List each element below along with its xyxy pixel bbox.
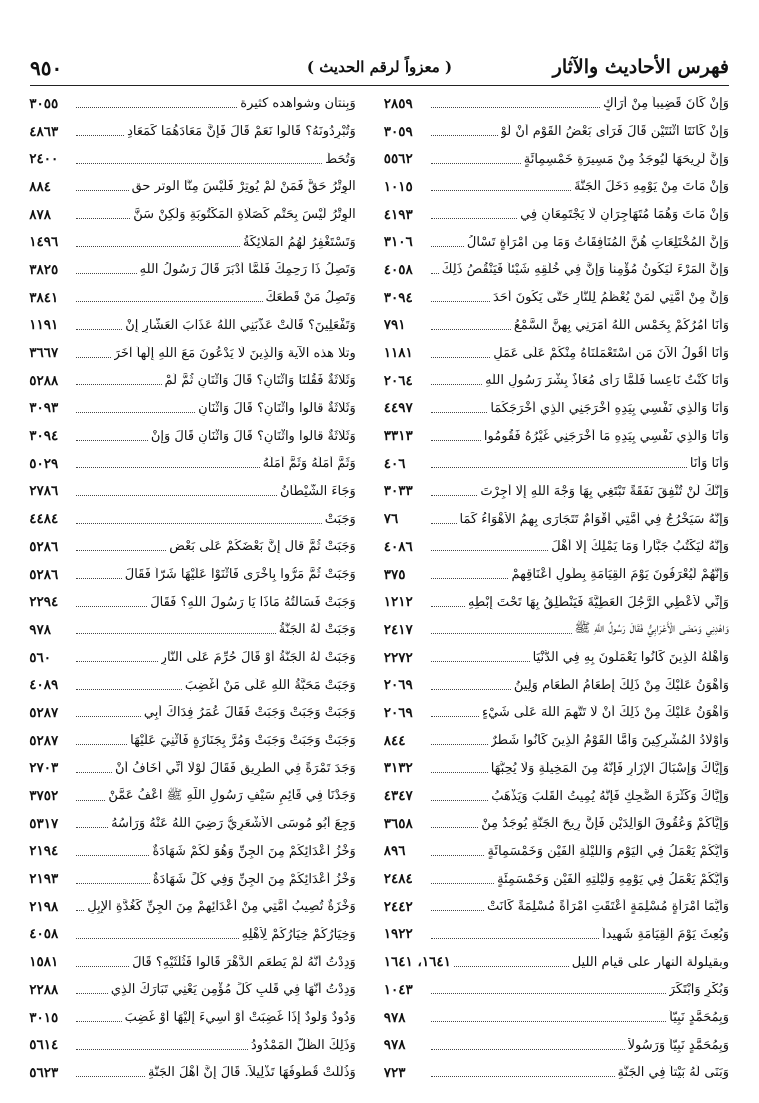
entry-text: وَثَلَاثَةٌ قالوا واثْنَانِ؟ قَالَ وَاثْنَانِ — [198, 400, 356, 416]
index-entry — [29, 395, 356, 423]
index-entry — [29, 284, 356, 312]
index-entry — [29, 921, 356, 949]
dot-leader — [76, 993, 108, 994]
index-entry — [384, 1031, 729, 1059]
dot-leader — [76, 384, 161, 385]
entry-text: وَدُودٌ وَلُودٌ إِذَا غَضِبَتْ أَوْ أُسِيءَ إِلَيْهَا أَوْ غَضِبَ — [124, 1010, 356, 1026]
hadith-number: ٣١٣٢ — [383, 760, 413, 777]
entry-text: وَدِدْتُ أَنَّهَا فِي قَلْبِ كُلِّ مُؤْمِنٍ يَعْنِي تَبَارَكَ الَّذِي — [110, 982, 356, 998]
dot-leader — [76, 744, 127, 745]
index-entry — [384, 312, 729, 340]
hadith-number: ٢٠٦٤ — [383, 372, 413, 389]
entry-text: وبقيلولة النهار على قيام الليل — [571, 954, 729, 970]
hadith-number: ٤٣٤٧ — [383, 788, 413, 805]
hadith-number: ٩٧٨ — [29, 621, 52, 638]
index-entry — [29, 90, 356, 118]
index-entry — [29, 367, 356, 395]
dot-leader — [431, 495, 478, 496]
index-entry — [384, 1004, 729, 1032]
dot-leader — [76, 716, 141, 717]
hadith-number: ٢٨٥٩ — [383, 95, 413, 112]
index-entry — [29, 256, 356, 284]
entry-text: الوِتْرُ لَيْسَ بِحَتْمٍ كَصَلَاةِ الْمَكْتُوبَةِ وَلَكِنْ سَنَّ — [133, 207, 356, 223]
entry-text: وَإِنَّهُمْ لَيُعْرَفُونَ يَوْمَ الْقِيَامَةِ بِطُولِ أَعْنَاقِهِمْ — [511, 567, 729, 583]
dot-leader — [76, 689, 182, 690]
entry-text: وَخِيَارُكُمْ خِيَارُكُمْ لِأَهْلِهِ — [241, 926, 356, 942]
entry-text: وَجَدْنَا فِي قَائِمِ سَيْفِ رَسُولِ اللَّهِ ﷺ اعْفُ عَمَّنْ — [108, 787, 356, 803]
entry-text: وَدِدْتُ أَنَّهُ لَمْ يَطْعَمِ الدَّهْرَ قَالُوا فَثُلُثَيْهِ؟ قَالَ — [132, 954, 356, 970]
entry-text: وَأَنَا وَأَنَا — [689, 456, 729, 472]
index-entry — [29, 865, 356, 893]
index-entry — [29, 644, 356, 672]
entry-text: وَتَصِلُ ذَا رَحِمِكَ فَلَمَّا أَدْبَرَ قَالَ رَسُولُ اللَّهِ — [139, 262, 356, 278]
index-entry — [29, 201, 356, 229]
index-entry — [384, 145, 729, 173]
hadith-number: ١٦٤١، ١٦٤١ — [383, 954, 451, 971]
dot-leader — [454, 966, 569, 967]
index-entry — [384, 893, 729, 921]
entry-text: وَتَصِلُ مَنْ قَطَعَكَ — [265, 290, 356, 306]
index-entry — [384, 228, 729, 256]
index-entry — [29, 727, 356, 755]
hadith-number: ٨٩٦ — [383, 843, 406, 860]
dot-leader — [76, 246, 240, 247]
hadith-number: ٤١٩٣ — [383, 206, 413, 223]
hadith-number: ٤٨٦٣ — [29, 123, 59, 140]
hadith-number: ٨٨٤ — [29, 178, 52, 195]
dot-leader — [431, 606, 465, 607]
dot-leader — [431, 938, 599, 939]
hadith-number: ١٩٢٢ — [383, 926, 413, 943]
index-entry — [29, 505, 356, 533]
dot-leader — [431, 1049, 625, 1050]
index-entry — [384, 533, 729, 561]
page-subtitle: ( معزواً لرقم الحديث ) — [306, 58, 453, 76]
hadith-number: ٣٦٥٨ — [383, 815, 413, 832]
dot-leader — [76, 440, 148, 441]
index-entry — [384, 1059, 729, 1087]
dot-leader — [76, 495, 277, 496]
hadith-number: ٤٤٩٧ — [383, 400, 413, 417]
index-entry — [29, 561, 356, 589]
index-entry — [384, 284, 729, 312]
entry-text: وَجَبَتْ لَهُ الْجَنَّةُ — [278, 622, 356, 638]
index-entry — [29, 1059, 356, 1087]
hadith-number: ٣٨٤١ — [29, 289, 59, 306]
entry-text: وَتُبْرِدُونَهُ؟ قَالُوا نَعَمْ قَالَ فَإِنَّ مَعَادَهُمَا كَمَعَادِ — [127, 124, 356, 140]
index-entry — [29, 588, 356, 616]
dot-leader — [431, 855, 485, 856]
dot-leader — [431, 689, 511, 690]
hadith-number: ١٠٤٣ — [383, 981, 413, 998]
index-entry — [29, 699, 356, 727]
index-entry — [384, 782, 729, 810]
hadith-number: ١٥٨١ — [29, 954, 59, 971]
index-entry — [384, 561, 729, 589]
entry-text: وَبَنَى لَهُ بَيْتاً فِي الْجَنَّةِ — [617, 1065, 729, 1081]
dot-leader — [76, 606, 147, 607]
dot-leader — [76, 772, 112, 773]
index-entry — [384, 810, 729, 838]
hadith-number: ٥٦١٤ — [29, 1037, 59, 1054]
index-entry — [384, 90, 729, 118]
hadith-number: ٣٦٦٧ — [29, 345, 59, 362]
dot-leader — [431, 1076, 615, 1077]
hadith-number: ٧٢٣ — [383, 1064, 406, 1081]
entry-text: وَبِمُحَمَّدٍ نَبِيّاً — [669, 1010, 729, 1026]
dot-leader — [431, 827, 478, 828]
index-entry — [384, 478, 729, 506]
entry-text: وَإِنْ مَاتَ مِنْ يَوْمِهِ دَخَلَ الْجَنَّةَ — [574, 179, 729, 195]
hadith-number: ١٢١٢ — [383, 594, 413, 611]
dot-leader — [76, 523, 321, 524]
entry-text: وَإِنَّهُ سَيَخْرُجُ فِي أُمَّتِي أَقْوَامٌ تَتَجَارَى بِهِمُ الْأَهْوَاءُ كَمَا — [459, 511, 729, 527]
dot-leader — [431, 883, 494, 884]
index-entry — [29, 422, 356, 450]
dot-leader — [76, 301, 262, 302]
entry-text: وَأَهْوَنُ عَلَيْكَ مِنْ ذَلِكَ إِطْعَامُ الطَّعَامِ وَلِينُ — [513, 677, 729, 693]
hadith-number: ٥٢٨٦ — [29, 566, 59, 583]
dot-leader — [431, 910, 484, 911]
index-entry — [384, 671, 729, 699]
index-entry — [29, 145, 356, 173]
dot-leader — [431, 440, 481, 441]
index-entry — [384, 755, 729, 783]
index-entry — [29, 1004, 356, 1032]
hadith-number: ٤٠٥٨ — [383, 261, 413, 278]
hadith-number: ٣٠٩٤ — [383, 289, 413, 306]
entry-text: وَتَسْتَغْفِرُ لَهُمُ الْمَلَائِكَةُ — [242, 234, 356, 250]
index-entry — [384, 256, 729, 284]
entry-text: وَاهْدِنِي وَمَضَى الْأَعْرَابِيُّ فَقَالَ رَسُولُ اللَّهِ ﷺ — [574, 621, 729, 637]
entry-text: وَتُحَطُّ — [325, 151, 356, 167]
page-title: فهرس الأحاديث والآثار — [552, 56, 729, 78]
dot-leader — [76, 273, 136, 274]
hadith-number: ٥٢٨٦ — [29, 538, 59, 555]
hadith-number: ٥٢٨٧ — [29, 704, 59, 721]
index-entry — [29, 948, 356, 976]
index-entry — [29, 838, 356, 866]
entry-text: وَبِنتان وشواهده كثيرة — [240, 96, 356, 112]
entry-text: وَذَلِكَ الظِّلُّ الْمَمْدُودُ — [250, 1037, 356, 1053]
hadith-number: ٨٤٤ — [383, 732, 406, 749]
dot-leader — [76, 135, 124, 136]
dot-leader — [76, 467, 259, 468]
hadith-number: ٢٠٦٩ — [383, 677, 413, 694]
page-number: ٩٥٠ — [30, 56, 63, 80]
entry-text: وَأَيُّكُمْ يَعْمَلُ فِي الْيَوْمِ وَاللَّيْلَةِ أَلْفَيْنِ وَخَمْسَمِائَةٍ — [487, 843, 729, 859]
index-entry — [29, 339, 356, 367]
hadith-number: ٩٧٨ — [383, 1037, 406, 1054]
entry-text: وَأَهْوَنُ عَلَيْكَ مِنْ ذَلِكَ أَنْ لَا تَتَّهِمَ اللَّهَ عَلَى شَيْءٍ — [481, 705, 729, 721]
hadith-number: ٣٣١٣ — [383, 428, 413, 445]
dot-leader — [431, 744, 488, 745]
dot-leader — [431, 329, 511, 330]
dot-leader — [76, 163, 322, 164]
entry-text: وَجَبَتْ وَجَبَتْ وَجَبَتْ فَقَالَ عُمَرُ فِدَاكَ أَبِي — [143, 705, 356, 721]
index-entry — [29, 976, 356, 1004]
entry-text: وَجَبَتْ فَسَأَلْتُهُ مَاذَا يَا رَسُولَ اللَّهِ؟ فَقَالَ — [150, 594, 356, 610]
dot-leader — [431, 357, 490, 358]
dot-leader — [431, 301, 490, 302]
hadith-number: ٣٠٥٩ — [383, 123, 413, 140]
hadith-number: ٣٨٢٥ — [29, 261, 59, 278]
dot-leader — [76, 329, 122, 330]
index-entry — [384, 367, 729, 395]
entry-text: وَبُعِثَ يَوْمَ الْقِيَامَةِ شَهِيداً — [602, 926, 729, 942]
index-entry — [29, 173, 356, 201]
entry-text: وَأَهْلُهُ الَّذِينَ كَانُوا يَعْمَلُونَ بِهِ فِي الدُّنْيَا — [532, 650, 729, 666]
dot-leader — [431, 993, 666, 994]
hadith-number: ٢٤٨٤ — [383, 871, 413, 888]
dot-leader — [76, 1049, 248, 1050]
dot-leader — [431, 633, 572, 634]
dot-leader — [76, 827, 108, 828]
index-entry — [29, 616, 356, 644]
left-column — [29, 90, 356, 1087]
dot-leader — [431, 107, 600, 108]
dot-leader — [76, 107, 237, 108]
dot-leader — [431, 218, 517, 219]
entry-text: وَثَمَّ أَمَلُهُ وَثَمَّ أَمَلُهُ — [262, 456, 356, 472]
entry-text: وَأَوْلَادُ الْمُشْرِكِينَ وَأَمَّا الْقَوْمُ الَّذِينَ كَانُوا شَطْرٌ — [490, 733, 729, 749]
index-entry — [29, 755, 356, 783]
entry-text: وَجَبَتْ وَجَبَتْ وَجَبَتْ وَمُرَّ بِجَنَازَةٍ فَأُثْنِيَ عَلَيْهَا — [130, 733, 356, 749]
index-entry — [29, 782, 356, 810]
dot-leader — [431, 412, 488, 413]
hadith-number: ٣٠٥٥ — [29, 95, 59, 112]
dot-leader — [76, 357, 110, 358]
entry-text: وَإِنْ كَانَتَا اثْنَتَيْنِ قَالَ فَرَأَى بَعْضُ الْقَوْمِ أَنْ لَوْ — [500, 124, 729, 140]
entry-text: وتلا هذه الآية وَالَّذِينَ لَا يَدْعُونَ مَعَ اللَّهِ إِلَهاً آخَرَ — [113, 345, 356, 361]
hadith-number: ٢١٩٨ — [29, 898, 59, 915]
hadith-number: ٢١٩٣ — [29, 871, 59, 888]
index-entry — [29, 118, 356, 146]
page-header — [30, 56, 729, 86]
hadith-number: ٢٠٦٩ — [383, 704, 413, 721]
dot-leader — [431, 190, 571, 191]
hadith-number: ٥٢٨٨ — [29, 372, 59, 389]
entry-text: وَإِنِّي لَأُعْطِي الرَّجُلَ الْعَطِيَّةَ فَيَنْطَلِقُ بِهَا تَحْتَ إِبْطِهِ — [467, 594, 729, 610]
index-entry — [29, 450, 356, 478]
dot-leader — [431, 246, 464, 247]
index-entry — [384, 699, 729, 727]
index-entry — [384, 948, 729, 976]
entry-text: وَأَنَا وَالَّذِي نَفْسِي بِيَدِهِ مَا أَخْرَجَنِي غَيْرُهُ فَقُومُوا — [483, 428, 729, 444]
entry-text: الوِتْرُ حَقٌّ فَمَنْ لَمْ يُوتِرْ فَلَيْسَ مِنَّا الوتر حق — [131, 179, 356, 195]
hadith-number: ٤٠٥٨ — [29, 926, 59, 943]
dot-leader — [76, 883, 149, 884]
dot-leader — [431, 550, 548, 551]
hadith-number: ٢٢٨٨ — [29, 981, 59, 998]
hadith-number: ٤٠٨٩ — [29, 677, 59, 694]
hadith-number: ١٠١٥ — [383, 178, 413, 195]
entry-text: وَأَنَا أَقُولُ الْآنَ مَنِ اسْتَعْمَلْنَاهُ مِنْكُمْ عَلَى عَمَلٍ — [493, 345, 729, 361]
dot-leader — [431, 163, 521, 164]
hadith-number: ٢٧٨٦ — [29, 483, 59, 500]
hadith-number: ٥٣١٧ — [29, 815, 59, 832]
index-entry — [384, 865, 729, 893]
entry-text: وَأَنَا كُنْتُ نَاعِساً فَلَمَّا رَأَى مُعَاذٌ بِشْرَ رَسُولِ اللَّهِ — [485, 373, 729, 389]
dot-leader — [431, 523, 457, 524]
dot-leader — [76, 633, 275, 634]
dot-leader — [76, 550, 166, 551]
index-entry — [29, 893, 356, 921]
index-entry — [29, 478, 356, 506]
index-columns — [30, 90, 729, 1087]
dot-leader — [76, 1076, 145, 1077]
entry-text: وَإِيَّاكَ وَكَثْرَةَ الضَّحِكِ فَإِنَّهُ يُمِيتُ الْقَلْبَ وَيَذْهَبُ — [491, 788, 729, 804]
hadith-number: ٥٠٢٩ — [29, 455, 59, 472]
dot-leader — [431, 800, 489, 801]
index-entry — [384, 201, 729, 229]
index-entry — [384, 339, 729, 367]
index-entry — [384, 727, 729, 755]
entry-text: وَبُكْرٍ وَابْتَكَرَ — [668, 982, 729, 998]
index-entry — [384, 838, 729, 866]
index-entry — [384, 616, 729, 644]
right-column — [384, 90, 729, 1087]
entry-text: وَإِنَّ الْمُخْتَلِعَاتِ هُنَّ الْمُنَافِقَاتُ وَمَا مِنِ امْرَأَةٍ تَسْأَلُ — [466, 234, 729, 250]
dot-leader — [431, 467, 687, 468]
hadith-number: ٢١٩٤ — [29, 843, 59, 860]
hadith-number: ١١٩١ — [29, 317, 59, 334]
index-entry — [384, 118, 729, 146]
entry-text: وَإِنَّ لَرِيحَهَا لَيُوجَدُ مِنْ مَسِيرَةِ خَمْسِمِائَةٍ — [523, 151, 729, 167]
hadith-number: ١١٨١ — [383, 345, 413, 362]
index-entry — [384, 644, 729, 672]
entry-text: وَجَبَتْ ثُمَّ مَرُّوا بِأُخْرَى فَأَثْنَوْا عَلَيْهَا شَرّاً فَقَالَ — [124, 567, 356, 583]
hadith-number: ٤٠٦ — [383, 455, 406, 472]
hadith-number: ٣٧٥٢ — [29, 788, 59, 805]
hadith-number: ٣٠٣٣ — [383, 483, 413, 500]
entry-text: وَإِنَّ مِنْ أُمَّتِي لَمَنْ يُعْظَمُ لِلنَّارِ حَتَّى يَكُونَ أَحَدَ — [492, 290, 729, 306]
hadith-number: ٣٧٥ — [383, 566, 406, 583]
index-entry — [384, 450, 729, 478]
hadith-number: ٧٦ — [383, 511, 399, 528]
index-entry — [384, 395, 729, 423]
hadith-number: ٥٦٢٣ — [29, 1064, 59, 1081]
hadith-number: ٥٦٠ — [29, 649, 52, 666]
dot-leader — [76, 800, 105, 801]
entry-text: وَجَبَتْ لَهُ الْجَنَّةُ أَوْ قَالَ حُرِّمَ عَلَى النَّارِ — [160, 650, 356, 666]
index-entry — [29, 533, 356, 561]
hadith-number: ٤٤٨٤ — [29, 511, 59, 528]
entry-text: وَذُلِّلَتْ قُطُوفُهَا تَذْلِيلاً. قَالَ إِنَّ أَهْلَ الْجَنَّةِ — [147, 1065, 356, 1081]
index-entry — [29, 671, 356, 699]
entry-text: وَأَنَا وَالَّذِي نَفْسِي بِيَدِهِ أَخْرَجَنِي الَّذِي أَخْرَجَكُمَا — [490, 400, 729, 416]
entry-text: وَجَبَتْ مَحَبَّةُ اللَّهِ عَلَى مَنْ أُغْضِبَ — [184, 677, 356, 693]
dot-leader — [76, 910, 84, 911]
entry-text: وَأَنَا آمُرُكُمْ بِخَمْسٍ اللَّهُ أَمَرَنِي بِهِنَّ السَّمْعُ — [513, 317, 729, 333]
entry-text: وَبِمُحَمَّدٍ نَبِيّاً وَرَسُولاً — [627, 1037, 729, 1053]
hadith-number: ٢٧٠٣ — [29, 760, 59, 777]
index-entry — [384, 921, 729, 949]
hadith-number: ٢٢٧٢ — [383, 649, 413, 666]
entry-text: وَخْزُ أَعْدَائِكُمْ مِنَ الْجِنِّ وَفِي كُلٍّ شَهَادَةٌ — [152, 871, 356, 887]
hadith-number: ٤٠٨٦ — [383, 538, 413, 555]
index-entry — [29, 228, 356, 256]
index-entry — [384, 505, 729, 533]
entry-text: وَتَفْعَلِينَ؟ قَالَتْ عَذَّبَنِي اللَّهُ عَذَابَ الْعَشَّارِ إِنْ — [125, 317, 356, 333]
entry-text: وَجَدَ تَمْرَةً فِي الطَّرِيقِ فَقَالَ لَوْلَا أَنِّي أَخَافُ أَنْ — [114, 760, 356, 776]
dot-leader — [76, 1021, 121, 1022]
hadith-number: ٣٠١٥ — [29, 1009, 59, 1026]
index-entry — [384, 976, 729, 1004]
hadith-number: ٥٥٦٢ — [383, 151, 413, 168]
index-entry — [384, 173, 729, 201]
hadith-number: ٢٤٠٠ — [29, 151, 59, 168]
entry-text: وَإِيَّاكُمْ وَعُقُوقَ الْوَالِدَيْنِ فَإِنَّ رِيحَ الْجَنَّةِ يُوجَدُ مِنْ — [481, 816, 729, 832]
dot-leader — [431, 661, 530, 662]
dot-leader — [431, 135, 498, 136]
entry-text: وَخْزُ أَعْدَائِكُمْ مِنَ الْجِنِّ وَهُوَ لَكُمْ شَهَادَةٌ — [152, 843, 356, 859]
hadith-number: ٢٤١٧ — [383, 621, 413, 638]
index-entry — [29, 312, 356, 340]
entry-text: وَثَلَاثَةٌ قالوا واثْنَانِ؟ قَالَ وَاثْنَانِ قَالَ وَإِنْ — [150, 428, 356, 444]
dot-leader — [76, 938, 238, 939]
entry-text: وَأَيُّمَا امْرَأَةٍ مُسْلِمَةٍ أَعْتَقَتِ امْرَأَةً مُسْلِمَةً كَانَتْ — [487, 899, 729, 915]
index-entry — [384, 588, 729, 616]
dot-leader — [76, 412, 195, 413]
hadith-number: ٥٢٨٧ — [29, 732, 59, 749]
entry-text: وَثَلَاثَةٌ فَقُلْنَا وَاثْنَانِ؟ قَالَ وَاثْنَانِ ثُمَّ لَمْ — [164, 373, 356, 389]
hadith-number: ٨٧٨ — [29, 206, 52, 223]
header-rule — [30, 85, 729, 86]
index-entry — [29, 810, 356, 838]
entry-text: وَإِنَّ الْمَرْءَ لَيَكُونُ مُؤْمِناً وَإِنَّ فِي خُلُقِهِ شَيْئاً فَيَنْقُصُ ذَلِكَ — [441, 262, 729, 278]
hadith-number: ٢٢٩٤ — [29, 594, 59, 611]
index-entry — [29, 1031, 356, 1059]
dot-leader — [431, 772, 488, 773]
dot-leader — [431, 273, 439, 274]
entry-text: وَإِنْ مَاتَ وَهُمَا مُتَهَاجِرَانِ لَا يَجْتَمِعَانِ فِي — [520, 207, 729, 223]
dot-leader — [76, 190, 128, 191]
entry-text: وَإِنَّكَ لَنْ تُنْفِقَ نَفَقَةً تَبْتَغِي بِهَا وَجْهَ اللَّهِ إِلَّا أُجِرْتَ — [480, 483, 729, 499]
hadith-number: ٣٠٩٤ — [29, 428, 59, 445]
hadith-number: ١٤٩٦ — [29, 234, 59, 251]
index-entry — [384, 422, 729, 450]
dot-leader — [431, 716, 479, 717]
entry-text: وَخْزَةٌ تُصِيبُ أُمَّتِي مِنْ أَعْدَائِهِمْ مِنَ الْجِنِّ كَغُدَّةِ الإِبِلِ — [87, 899, 356, 915]
dot-leader — [431, 384, 482, 385]
hadith-number: ٣١٠٦ — [383, 234, 413, 251]
dot-leader — [76, 661, 157, 662]
hadith-number: ٢٤٤٢ — [383, 898, 413, 915]
dot-leader — [76, 966, 129, 967]
hadith-number: ٩٧٨ — [383, 1009, 406, 1026]
entry-text: وَجَبَتْ ثُمَّ قال إِنَّ بَعْضَكُمْ عَلَى بَعْضٍ — [169, 539, 356, 555]
entry-text: وَإِيَّاكَ وَإِسْبَالَ الْإِزَارِ فَإِنَّهُ مِنَ الْمَخِيلَةِ وَلَا يُحِبُّهَا — [490, 760, 729, 776]
dot-leader — [431, 578, 509, 579]
entry-text: وَأَيُّكُمْ يَعْمَلُ فِي يَوْمِهِ وَلَيْلَتِهِ أَلْفَيْنِ وَخَمْسَمِئَةٍ — [497, 871, 729, 887]
entry-text: وَإِنَّهُ لَيَكْتُبُ جَبَّاراً وَمَا يَمْلِكُ إِلَّا أَهْلَ — [551, 539, 729, 555]
hadith-number: ٣٠٩٣ — [29, 400, 59, 417]
entry-text: وَإِنْ كَانَ قَضِيباً مِنْ أَرَاكٍ — [602, 96, 729, 112]
entry-text: وَجَبَتْ — [324, 511, 356, 527]
entry-text: وَجَاءَ الشَّيْطَانُ — [280, 483, 356, 499]
dot-leader — [76, 578, 121, 579]
dot-leader — [431, 1021, 667, 1022]
hadith-number: ٧٩١ — [383, 317, 406, 334]
dot-leader — [76, 855, 149, 856]
dot-leader — [76, 218, 130, 219]
entry-text: وَجِعَ أَبُو مُوسَى الْأَشْعَرِيُّ رَضِيَ اللَّهُ عَنْهُ وَرَأْسُهُ — [111, 816, 356, 832]
